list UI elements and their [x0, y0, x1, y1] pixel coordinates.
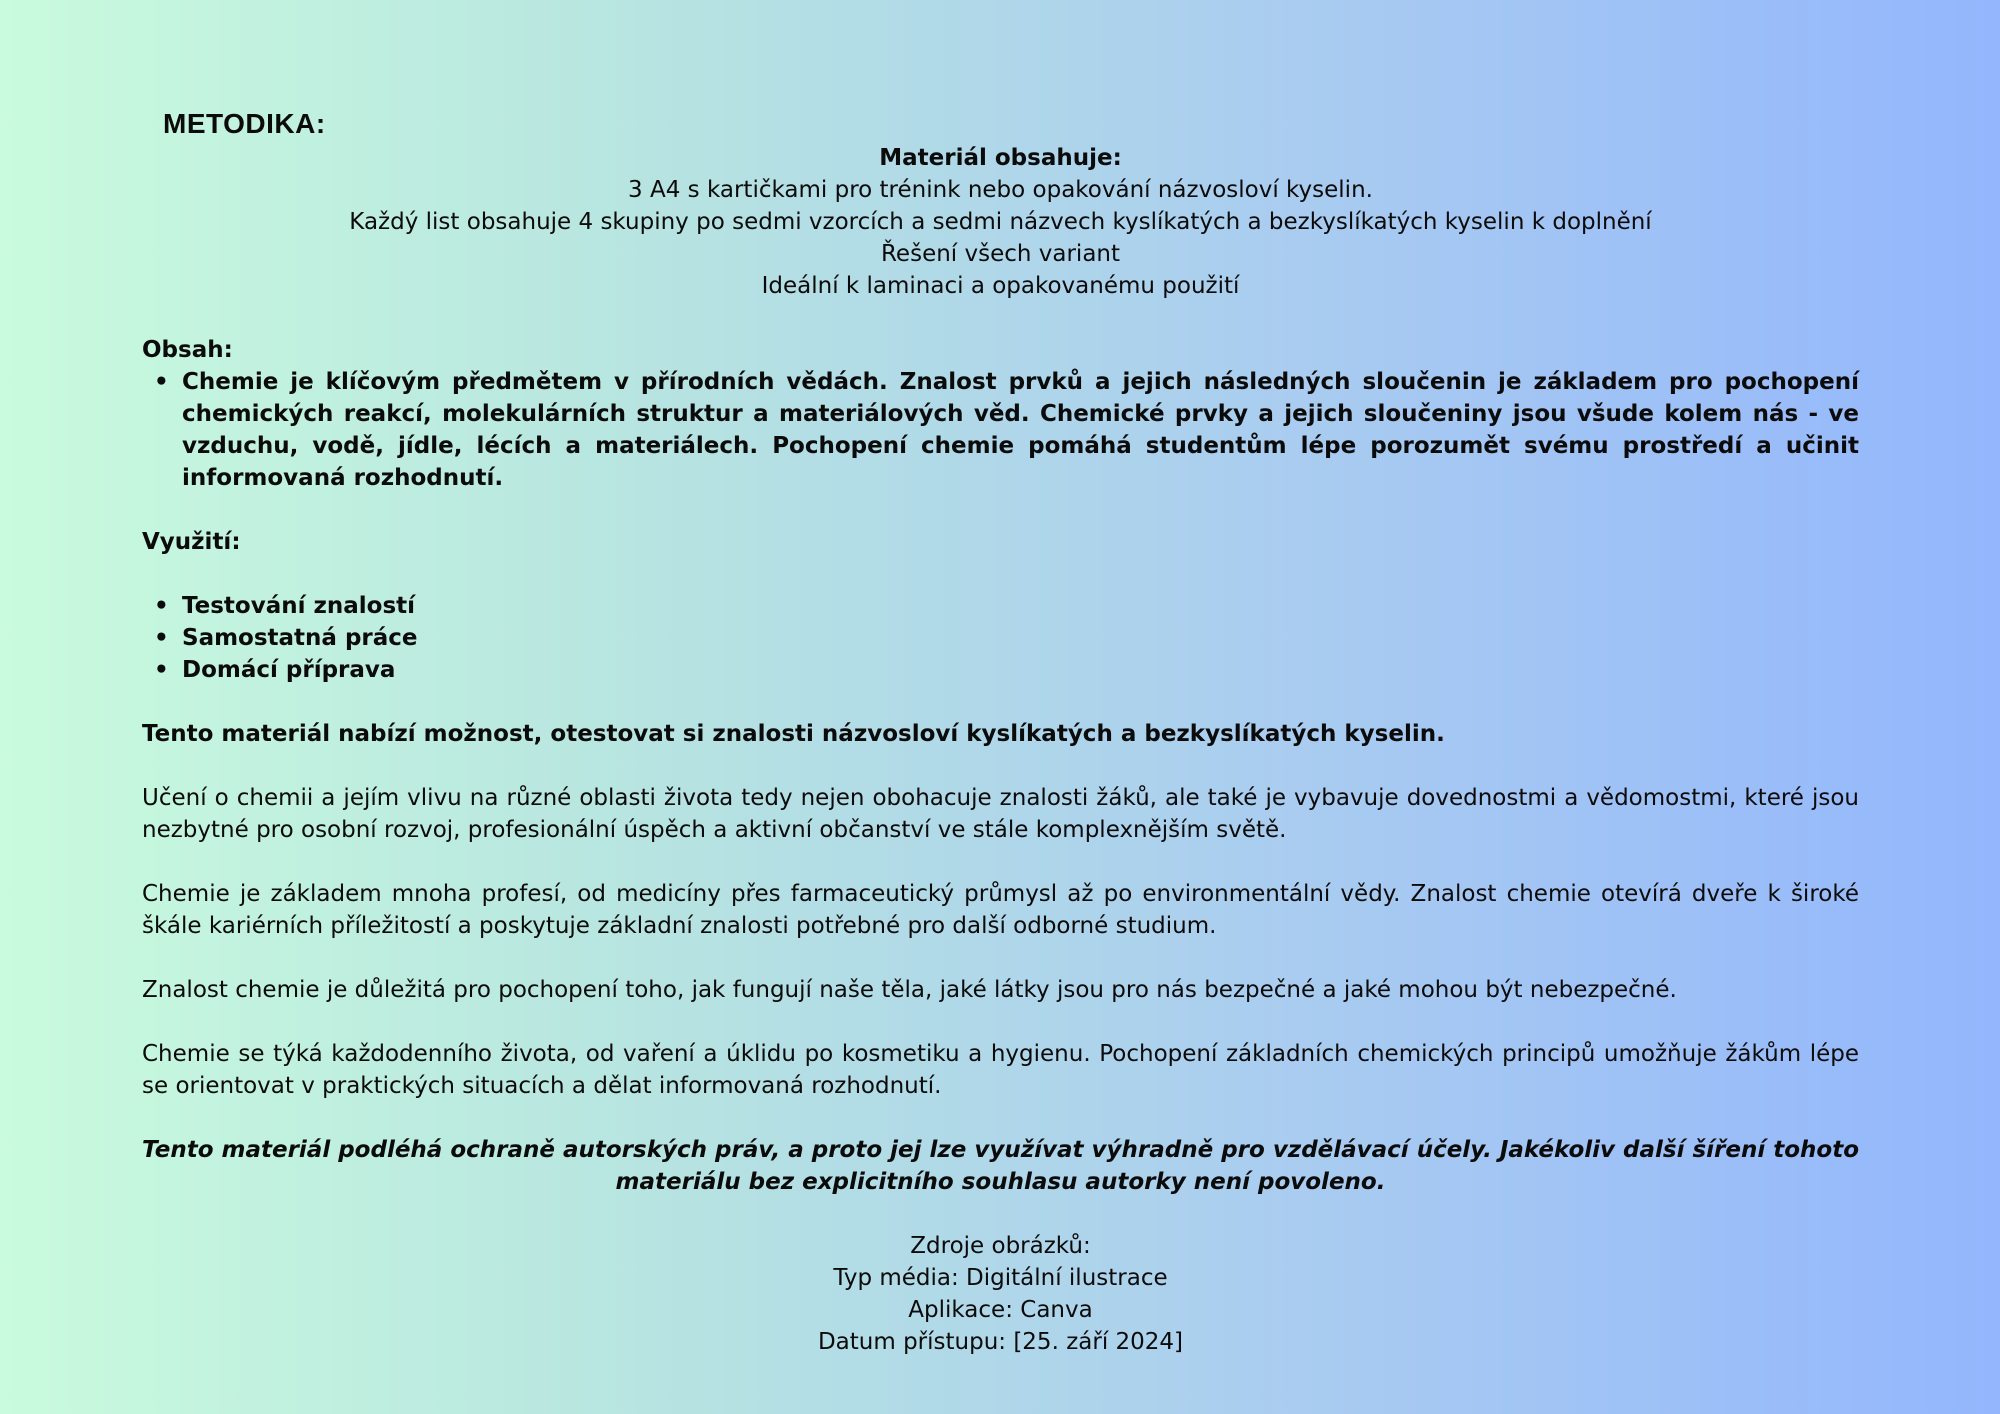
sources-line: Datum přístupu: [25. září 2024] [817, 1329, 1184, 1355]
page-heading: METODIKA: [163, 108, 326, 139]
spacer [142, 750, 1859, 782]
vyuziti-section [142, 526, 1859, 686]
list-item [154, 622, 1859, 654]
obsah-item-text: Chemie je klíčovým předmětem v přírodních vědách. Znalost prvků a jejich následných sloučenin je základem pro pochopení chemických reakcí, molekulárních struktur a materiálových věd. Chemické prvky a jejich sloučeniny jsou všude kolem nás - ve vzduchu, vodě, jídle, lécích a materiálech. Pochopení chemie pomáhá studentům lépe porozumět svému prostředí a učinit informovaná rozhodnutí. [182, 369, 1859, 491]
material-title: Materiál obsahuje: [879, 145, 1122, 171]
material-line: Každý list obsahuje 4 skupiny po sedmi vzorcích a sedmi názvech kyslíkatých a bezkyslíkatých kyselin k doplnění [349, 209, 1652, 235]
vyuziti-item-text: Testování znalostí [182, 593, 416, 619]
spacer [142, 1102, 1859, 1134]
spacer [142, 1006, 1859, 1038]
spacer [142, 846, 1859, 878]
list-item [154, 590, 1859, 622]
sources-section [142, 1230, 1859, 1358]
obsah-list [142, 366, 1859, 494]
document-body [142, 142, 1859, 1358]
material-line: Řešení všech variant [880, 241, 1121, 267]
bullet-icon: • [154, 369, 169, 395]
obsah-section [142, 334, 1859, 494]
sources-line: Zdroje obrázků: [910, 1233, 1091, 1259]
paragraph: Chemie je základem mnoha profesí, od medicíny přes farmaceutický průmysl až po environmentální vědy. Znalost chemie otevírá dveře k široké škále kariérních příležitostí a poskytuje základní znalosti potřebné pro další odborné studium. [142, 881, 1859, 939]
vyuziti-list [142, 590, 1859, 686]
bullet-icon: • [154, 593, 169, 619]
sources-line: Aplikace: Canva [908, 1297, 1093, 1323]
paragraph: Učení o chemii a jejím vlivu na různé oblasti života tedy nejen obohacuje znalosti žáků, ale také je vybavuje dovednostmi a vědomostmi, které jsou nezbytné pro osobní rozvoj, profesionální úspěch a aktivní občanství ve stále komplexnějším světě. [142, 785, 1859, 843]
material-line: Ideální k laminaci a opakovanému použití [761, 273, 1240, 299]
spacer [142, 1198, 1859, 1230]
material-line: 3 A4 s kartičkami pro trénink nebo opakování názvosloví kyselin. [628, 177, 1373, 203]
copyright-notice: Tento materiál podléhá ochraně autorských práv, a proto jej lze využívat výhradně pro vzdělávací účely. Jakékoliv další šíření tohoto materiálu bez explicitního souhlasu autorky není povoleno. [142, 1137, 1860, 1195]
spacer [142, 942, 1859, 974]
material-section [142, 142, 1859, 302]
spacer [142, 558, 1859, 590]
spacer [142, 302, 1859, 334]
paragraph: Chemie se týká každodenního života, od vaření a úklidu po kosmetiku a hygienu. Pochopení základních chemických principů umožňuje žákům lépe se orientovat v praktických situacích a dělat informovaná rozhodnutí. [142, 1041, 1859, 1099]
sources-line: Typ média: Digitální ilustrace [833, 1265, 1168, 1291]
paragraph: Znalost chemie je důležitá pro pochopení toho, jak fungují naše těla, jaké látky jsou pro nás bezpečné a jaké mohou být nebezpečné. [142, 977, 1677, 1003]
statement-text: Tento materiál nabízí možnost, otestovat si znalosti názvosloví kyslíkatých a bezkyslíkatých kyselin. [142, 721, 1445, 747]
vyuziti-item-text: Domácí příprava [182, 657, 396, 683]
vyuziti-item-text: Samostatná práce [182, 625, 418, 651]
obsah-title: Obsah: [142, 337, 233, 363]
bullet-icon: • [154, 657, 169, 683]
spacer [142, 686, 1859, 718]
list-item [154, 366, 1859, 494]
vyuziti-title: Využití: [142, 529, 241, 555]
bullet-icon: • [154, 625, 169, 651]
spacer [142, 494, 1859, 526]
list-item [154, 654, 1859, 686]
